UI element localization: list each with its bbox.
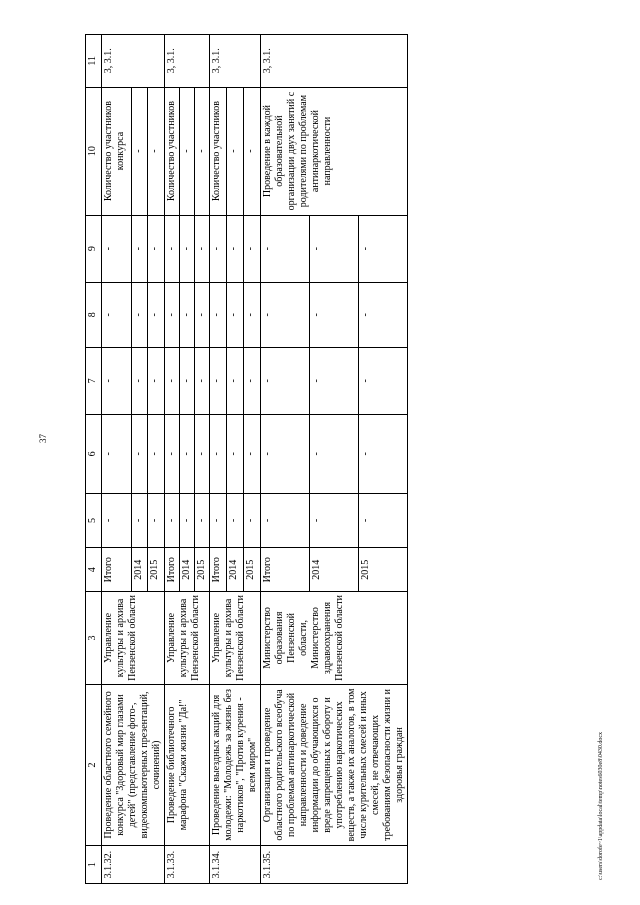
table-cell: -	[148, 493, 165, 548]
table-cell: -	[131, 493, 148, 548]
table-body	[102, 35, 408, 884]
table-cell: -	[131, 282, 148, 347]
table-cell: -	[165, 414, 180, 493]
column-header: 6	[86, 414, 102, 493]
table-cell: -	[180, 347, 195, 414]
table-cell: -	[102, 215, 132, 282]
table-cell: -	[102, 347, 132, 414]
table-cell: Количество участников конкурса	[102, 87, 132, 215]
table-cell: Проведение областного семейного конкурса "Здоровый мир глазами детей" (представление фото-, видеокомпьютерных презентаций, сочинений)	[102, 684, 165, 846]
table-cell: Проведение выездных акций для молодежи: "Молодежь за жизнь без наркотиков", "Против курения - всем миром"	[210, 684, 261, 846]
table-cell: -	[195, 347, 210, 414]
table-cell: Итого	[102, 548, 132, 592]
table-cell: -	[165, 493, 180, 548]
table-cell: 3, 3.1.	[210, 35, 261, 88]
table-cell: -	[180, 87, 195, 215]
table-cell: 2014	[227, 548, 244, 592]
column-number-row	[86, 35, 102, 884]
table-cell: 2014	[131, 548, 148, 592]
table-cell: -	[310, 493, 359, 548]
column-header: 10	[86, 87, 102, 215]
table-cell: -	[227, 282, 244, 347]
table-cell: 2015	[148, 548, 165, 592]
table-cell: -	[148, 215, 165, 282]
table-cell: -	[261, 414, 310, 493]
table-cell: -	[310, 282, 359, 347]
table-cell: -	[195, 87, 210, 215]
column-header: 9	[86, 215, 102, 282]
column-header: 8	[86, 282, 102, 347]
table-cell: -	[210, 347, 227, 414]
table-cell: -	[102, 493, 132, 548]
table-cell: -	[131, 87, 148, 215]
table-cell: -	[310, 414, 359, 493]
table-cell: -	[359, 493, 408, 548]
table-cell: -	[148, 87, 165, 215]
table-cell: 3, 3.1.	[261, 35, 408, 88]
table-row	[102, 35, 132, 884]
table-cell: Проведение в каждой образовательной организации двух занятий с родителями по проблемам антинаркотической направленности	[261, 87, 408, 215]
table-cell: -	[310, 347, 359, 414]
rotated-table-sheet	[85, 34, 610, 884]
column-header: 11	[86, 35, 102, 88]
table-cell: 3, 3.1.	[102, 35, 165, 88]
table-cell: Управление культуры и архива Пензенской области	[102, 592, 165, 684]
column-header: 1	[86, 846, 102, 884]
table-cell: -	[227, 493, 244, 548]
program-measures-table	[85, 34, 408, 884]
table-cell: -	[261, 282, 310, 347]
table-cell: Итого	[210, 548, 227, 592]
table-cell: -	[210, 493, 227, 548]
table-cell: -	[148, 282, 165, 347]
table-cell: -	[227, 347, 244, 414]
table-cell: -	[180, 282, 195, 347]
table-cell: 2014	[180, 548, 195, 592]
footer-file-path: c:\users\dorofe~1\appdata\local\temp\notes6030e8\0430.docx	[598, 731, 604, 880]
table-cell: -	[359, 414, 408, 493]
table-cell: -	[244, 414, 261, 493]
table-cell: 2015	[359, 548, 408, 592]
table-cell: Управление культуры и архива Пензенской области	[165, 592, 210, 684]
table-cell: 3.1.35.	[261, 846, 408, 884]
table-cell: -	[359, 282, 408, 347]
table-cell: -	[227, 215, 244, 282]
table-cell: -	[310, 215, 359, 282]
table-cell: Министерство образования Пензенской области, Министерство здравоохранения Пензенской области	[261, 592, 408, 684]
table-cell: -	[261, 215, 310, 282]
table-cell: Управление культуры и архива Пензенской области	[210, 592, 261, 684]
table-cell: -	[131, 414, 148, 493]
table-cell: Проведение библиотечного марафона "Скажи жизни "Да!"	[165, 684, 210, 846]
table-cell: -	[195, 215, 210, 282]
table-row	[210, 35, 227, 884]
table-cell: Количество участников	[165, 87, 180, 215]
table-cell: 3, 3.1.	[165, 35, 210, 88]
table-cell: -	[102, 282, 132, 347]
column-header: 2	[86, 684, 102, 846]
table-cell: -	[148, 347, 165, 414]
table-cell: -	[210, 282, 227, 347]
table-cell: 3.1.32.	[102, 846, 165, 884]
table-cell: 3.1.33.	[165, 846, 210, 884]
table-cell: -	[210, 414, 227, 493]
table-cell: -	[244, 215, 261, 282]
table-row	[165, 35, 180, 884]
table-cell: Итого	[261, 548, 310, 592]
column-header: 5	[86, 493, 102, 548]
table-cell: -	[359, 347, 408, 414]
table-cell: 2015	[195, 548, 210, 592]
table-cell: -	[244, 87, 261, 215]
table-cell: 3.1.34.	[210, 846, 261, 884]
table-cell: -	[102, 414, 132, 493]
page-number: 37	[38, 434, 48, 443]
column-header: 7	[86, 347, 102, 414]
column-header: 3	[86, 592, 102, 684]
table-cell: 2014	[310, 548, 359, 592]
table-cell: Итого	[165, 548, 180, 592]
table-cell: 2015	[244, 548, 261, 592]
table-cell: -	[227, 414, 244, 493]
table-cell: -	[131, 215, 148, 282]
table-cell: -	[210, 215, 227, 282]
table-row	[261, 35, 310, 884]
table-cell: -	[180, 414, 195, 493]
table-cell: -	[165, 215, 180, 282]
table-cell: -	[165, 347, 180, 414]
table-cell: -	[148, 414, 165, 493]
table-cell: -	[244, 282, 261, 347]
table-cell: -	[180, 215, 195, 282]
table-cell: Количество участников	[210, 87, 227, 215]
table-cell: -	[244, 347, 261, 414]
table-cell: -	[359, 215, 408, 282]
table-cell: -	[180, 493, 195, 548]
table-cell: -	[261, 347, 310, 414]
table-cell: -	[227, 87, 244, 215]
table-cell: -	[165, 282, 180, 347]
table-cell: -	[261, 493, 310, 548]
column-header: 4	[86, 548, 102, 592]
table-cell: -	[244, 493, 261, 548]
table-cell: -	[195, 414, 210, 493]
table-cell: -	[195, 282, 210, 347]
table-cell: -	[195, 493, 210, 548]
table-cell: -	[131, 347, 148, 414]
table-cell: Организация и проведение областного родительского всеобуча по проблемам антинаркотической направленности и доведение информации до обучающихся о вреде запрещенных к обороту и употреблению наркотических веществ, а также их аналогов, в том числе курительных смесей и иных смесей, не отвечающих требованиям безопасности жизни и здоровья граждан	[261, 684, 408, 846]
